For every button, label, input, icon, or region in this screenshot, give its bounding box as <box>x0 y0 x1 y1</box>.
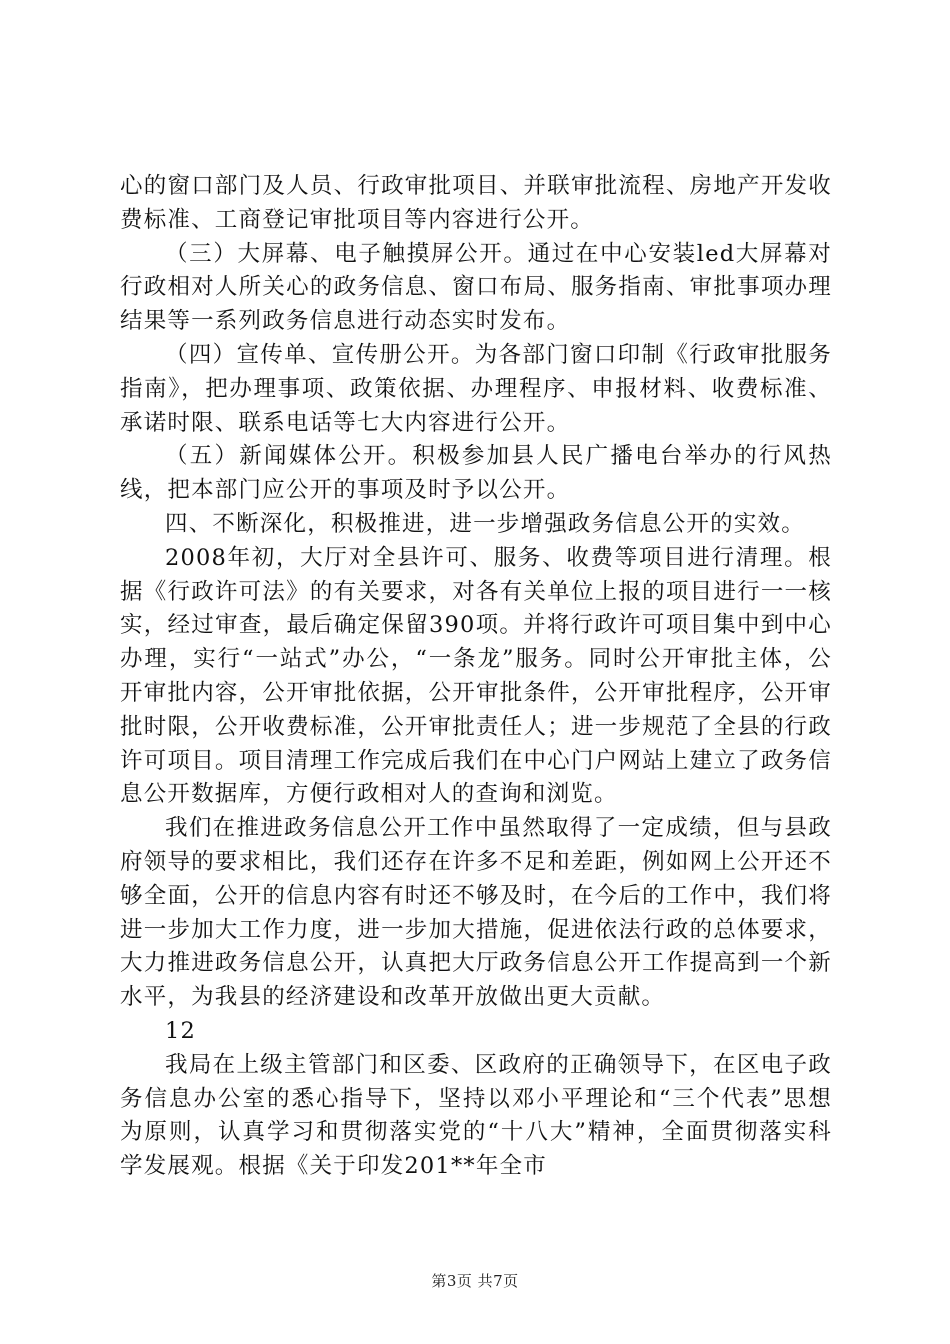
paragraph-bureau: 我局在上级主管部门和区委、区政府的正确领导下，在区电子政务信息办公室的悉心指导下，坚持以邓小平理论和“三个代表”思想为原则，认真学习和贯彻落实党的“十八大”精神，全面贯彻落实科学发展观。根据《关于印发201**年全市 <box>120 1051 832 1180</box>
page-footer: 第3页 共7页 <box>431 1272 519 1290</box>
paragraph-section-3: （三）大屏幕、电子触摸屏公开。通过在中心安装led大屏幕对行政相对人所关心的政务信息、窗口布局、服务指南、审批事项办理结果等一系列政务信息进行动态实时发布。 <box>120 240 832 335</box>
document-body <box>120 170 832 1184</box>
paragraph-heading-4: 四、不断深化，积极推进，进一步增强政务信息公开的实效。 <box>165 510 805 537</box>
paragraph-shortcomings: 我们在推进政务信息公开工作中虽然取得了一定成绩，但与县政府领导的要求相比，我们还存在许多不足和差距，例如网上公开还不够全面，公开的信息内容有时还不够及时，在今后的工作中，我们将进一步加大工作力度，进一步加大措施，促进依法行政的总体要求，大力推进政务信息公开，认真把大厅政务信息公开工作提高到一个新水平，为我县的经济建设和改革开放做出更大贡献。 <box>120 815 832 1011</box>
paragraph-number: 12 <box>165 1017 197 1044</box>
paragraph-continuation: 心的窗口部门及人员、行政审批项目、并联审批流程、房地产开发收费标准、工商登记审批项目等内容进行公开。 <box>120 173 832 233</box>
paragraph-2008: 2008年初，大厅对全县许可、服务、收费等项目进行清理。根据《行政许可法》的有关要求，对各有关单位上报的项目进行一一核实，经过审查，最后确定保留390项。并将行政许可项目集中到中心办理，实行“一站式”办公，“一条龙”服务。同时公开审批主体，公开审批内容，公开审批依据，公开审批条件，公开审批程序，公开审批时限，公开收费标准，公开审批责任人；进一步规范了全县的行政许可项目。项目清理工作完成后我们在中心门户网站上建立了政务信息公开数据库，方便行政相对人的查询和浏览。 <box>120 544 832 808</box>
paragraph-section-4: （四）宣传单、宣传册公开。为各部门窗口印制《行政审批服务指南》，把办理事项、政策依据、办理程序、申报材料、收费标准、承诺时限、联系电话等七大内容进行公开。 <box>120 341 832 436</box>
paragraph-section-5: （五）新闻媒体公开。积极参加县人民广播电台举办的行风热线，把本部门应公开的事项及时予以公开。 <box>120 443 832 504</box>
